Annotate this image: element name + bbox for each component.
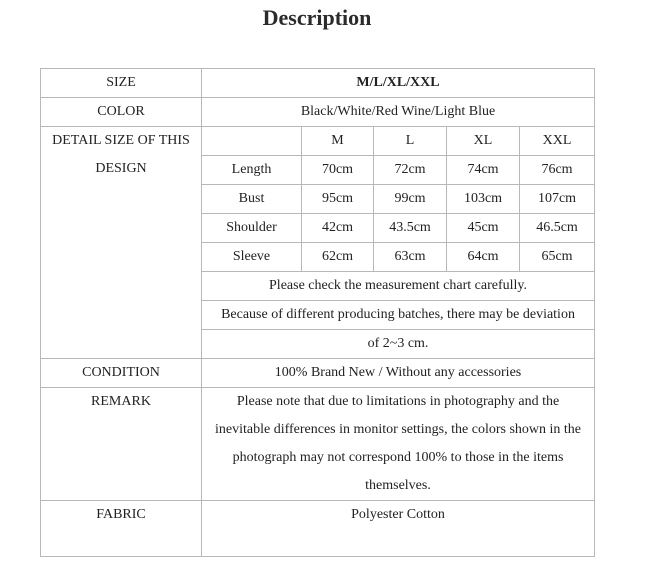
remark-line: Please note that due to limitations in photography and the <box>236 394 560 409</box>
color-label: COLOR <box>41 98 202 127</box>
measure-value: 99cm <box>374 185 447 214</box>
measure-value: 70cm <box>302 156 374 185</box>
measure-value: 62cm <box>302 243 374 272</box>
table-row-color <box>41 98 595 127</box>
measure-name: Bust <box>202 185 302 214</box>
size-header-blank <box>202 127 302 156</box>
measure-name: Sleeve <box>202 243 302 272</box>
note-line: Please check the measurement chart carefully. <box>269 278 527 293</box>
measure-value: 95cm <box>302 185 374 214</box>
measure-value: 64cm <box>447 243 520 272</box>
remark-label: REMARK <box>41 388 202 501</box>
remark-value <box>202 388 595 501</box>
remark-line: photograph may not correspond 100% to those in the items <box>232 450 564 465</box>
condition-value: 100% Brand New / Without any accessories <box>202 359 595 388</box>
measure-value: 63cm <box>374 243 447 272</box>
measure-value: 45cm <box>447 214 520 243</box>
size-header-l: L <box>374 127 447 156</box>
measure-value: 74cm <box>447 156 520 185</box>
measure-value: 65cm <box>520 243 595 272</box>
measure-value: 107cm <box>520 185 595 214</box>
size-header-m: M <box>302 127 374 156</box>
measure-value: 76cm <box>520 156 595 185</box>
color-value: Black/White/Red Wine/Light Blue <box>202 98 595 127</box>
table-row-size-header <box>41 127 595 156</box>
note-line: of 2~3 cm. <box>367 336 429 351</box>
fabric-label: FABRIC <box>41 501 202 557</box>
measure-name: Length <box>202 156 302 185</box>
fabric-value: Polyester Cotton <box>202 501 595 557</box>
table-row-size <box>41 69 595 98</box>
measure-value: 46.5cm <box>520 214 595 243</box>
detail-size-label-line2: DESIGN <box>95 161 147 176</box>
table-row-condition <box>41 359 595 388</box>
table-row-fabric <box>41 501 595 557</box>
measure-value: 72cm <box>374 156 447 185</box>
note-line: Because of different producing batches, there may be deviation <box>221 307 575 322</box>
detail-size-label <box>41 127 202 359</box>
remark-line: themselves. <box>365 478 431 493</box>
measurement-note <box>202 272 595 301</box>
table-row-remark <box>41 388 595 501</box>
size-label: SIZE <box>41 69 202 98</box>
measurement-note <box>202 301 595 330</box>
page-title: Description <box>262 5 372 30</box>
remark-line: inevitable differences in monitor settings, the colors shown in the <box>215 422 581 437</box>
measurement-note <box>202 330 595 359</box>
condition-label: CONDITION <box>41 359 202 388</box>
size-value: M/L/XL/XXL <box>202 69 595 98</box>
measure-name: Shoulder <box>202 214 302 243</box>
detail-size-label-line1: DETAIL SIZE OF THIS <box>52 133 190 148</box>
description-table <box>40 68 595 557</box>
measure-value: 42cm <box>302 214 374 243</box>
size-header-xxl: XXL <box>520 127 595 156</box>
measure-value: 43.5cm <box>374 214 447 243</box>
measure-value: 103cm <box>447 185 520 214</box>
size-header-xl: XL <box>447 127 520 156</box>
